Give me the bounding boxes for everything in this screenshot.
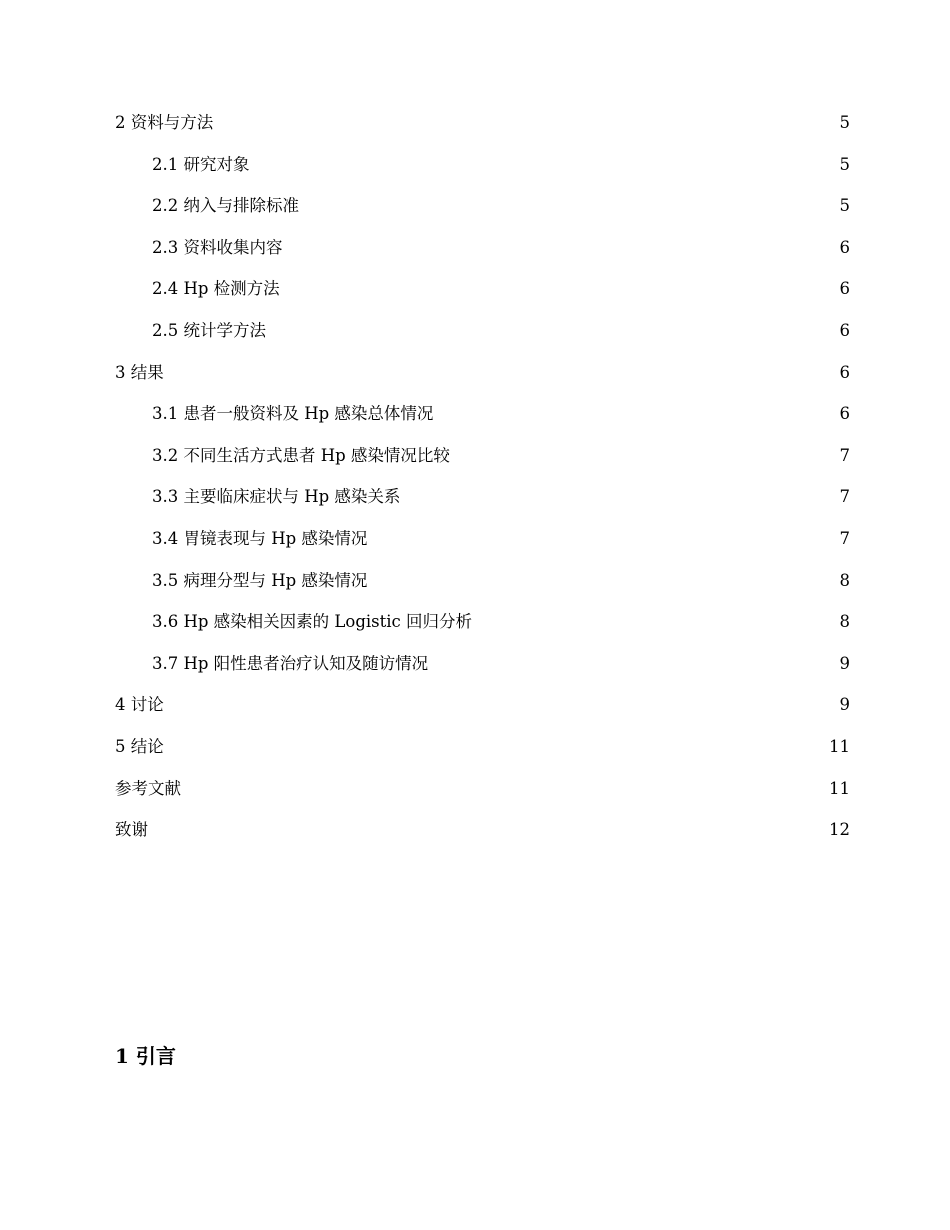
toc-entry-title: 3.1 患者一般资料及 Hp 感染总体情况 xyxy=(152,404,434,424)
toc-entry-title: 2 资料与方法 xyxy=(115,113,214,132)
toc-entry-page: 6 xyxy=(839,362,850,382)
toc-entry-page: 5 xyxy=(839,196,850,216)
toc-entry-page: 6 xyxy=(839,237,850,257)
toc-entry-title: 2.5 统计学方法 xyxy=(152,320,266,340)
toc-entry[interactable] xyxy=(115,518,850,560)
toc-entry[interactable] xyxy=(115,227,850,269)
toc-entry-page: 6 xyxy=(839,320,850,340)
toc-entry[interactable] xyxy=(115,393,850,435)
toc-entry-title: 3.5 病理分型与 Hp 感染情况 xyxy=(152,570,368,590)
toc-entry-page: 11 xyxy=(829,736,850,756)
toc-entry[interactable] xyxy=(115,768,850,810)
toc-entry-title: 3.4 胃镜表现与 Hp 感染情况 xyxy=(152,528,368,548)
toc-entry-title: 参考文献 xyxy=(115,778,181,798)
toc-entry-page: 9 xyxy=(839,653,850,673)
toc-entry-title: 4 讨论 xyxy=(115,695,164,715)
toc-entry-page: 9 xyxy=(839,695,850,715)
toc-entry-title: 3 结果 xyxy=(115,362,164,382)
toc-entry-page: 5 xyxy=(839,113,850,132)
toc-entry-page: 8 xyxy=(839,612,850,632)
toc-entry[interactable] xyxy=(115,352,850,394)
toc-entry[interactable] xyxy=(115,476,850,518)
toc-entry[interactable] xyxy=(115,560,850,602)
toc-entry[interactable] xyxy=(115,601,850,643)
toc-entry-title: 2.2 纳入与排除标准 xyxy=(152,196,299,216)
toc-entry[interactable] xyxy=(115,268,850,310)
toc-entry-title: 2.3 资料收集内容 xyxy=(152,237,283,257)
toc-entry-title: 3.7 Hp 阳性患者治疗认知及随访情况 xyxy=(152,653,429,673)
toc-entry[interactable] xyxy=(115,684,850,726)
toc-entry-page: 6 xyxy=(839,404,850,424)
toc-entry-title: 3.3 主要临床症状与 Hp 感染关系 xyxy=(152,487,401,507)
toc-entry[interactable] xyxy=(115,102,850,144)
toc-entry[interactable] xyxy=(115,809,850,851)
toc-entry-title: 2.4 Hp 检测方法 xyxy=(152,279,280,299)
toc-entry[interactable] xyxy=(115,310,850,352)
toc-entry-page: 6 xyxy=(839,279,850,299)
toc-entry[interactable] xyxy=(115,435,850,477)
toc-entry-page: 11 xyxy=(829,778,850,798)
toc-entry-page: 7 xyxy=(839,528,850,548)
section-heading-introduction: 1 引言 xyxy=(115,1044,176,1068)
toc-entry-title: 3.2 不同生活方式患者 Hp 感染情况比较 xyxy=(152,445,450,465)
toc-entry-title: 5 结论 xyxy=(115,736,164,756)
table-of-contents xyxy=(115,102,850,851)
toc-entry[interactable] xyxy=(115,185,850,227)
toc-entry-page: 7 xyxy=(839,487,850,507)
toc-entry-page: 7 xyxy=(839,445,850,465)
toc-entry[interactable] xyxy=(115,726,850,768)
toc-entry-page: 12 xyxy=(829,820,850,840)
toc-entry-title: 致谢 xyxy=(115,820,148,840)
toc-entry[interactable] xyxy=(115,643,850,685)
toc-entry-page: 5 xyxy=(839,154,850,174)
toc-entry-title: 2.1 研究对象 xyxy=(152,154,250,174)
toc-entry[interactable] xyxy=(115,144,850,186)
toc-entry-page: 8 xyxy=(839,570,850,590)
toc-entry-title: 3.6 Hp 感染相关因素的 Logistic 回归分析 xyxy=(152,612,473,632)
